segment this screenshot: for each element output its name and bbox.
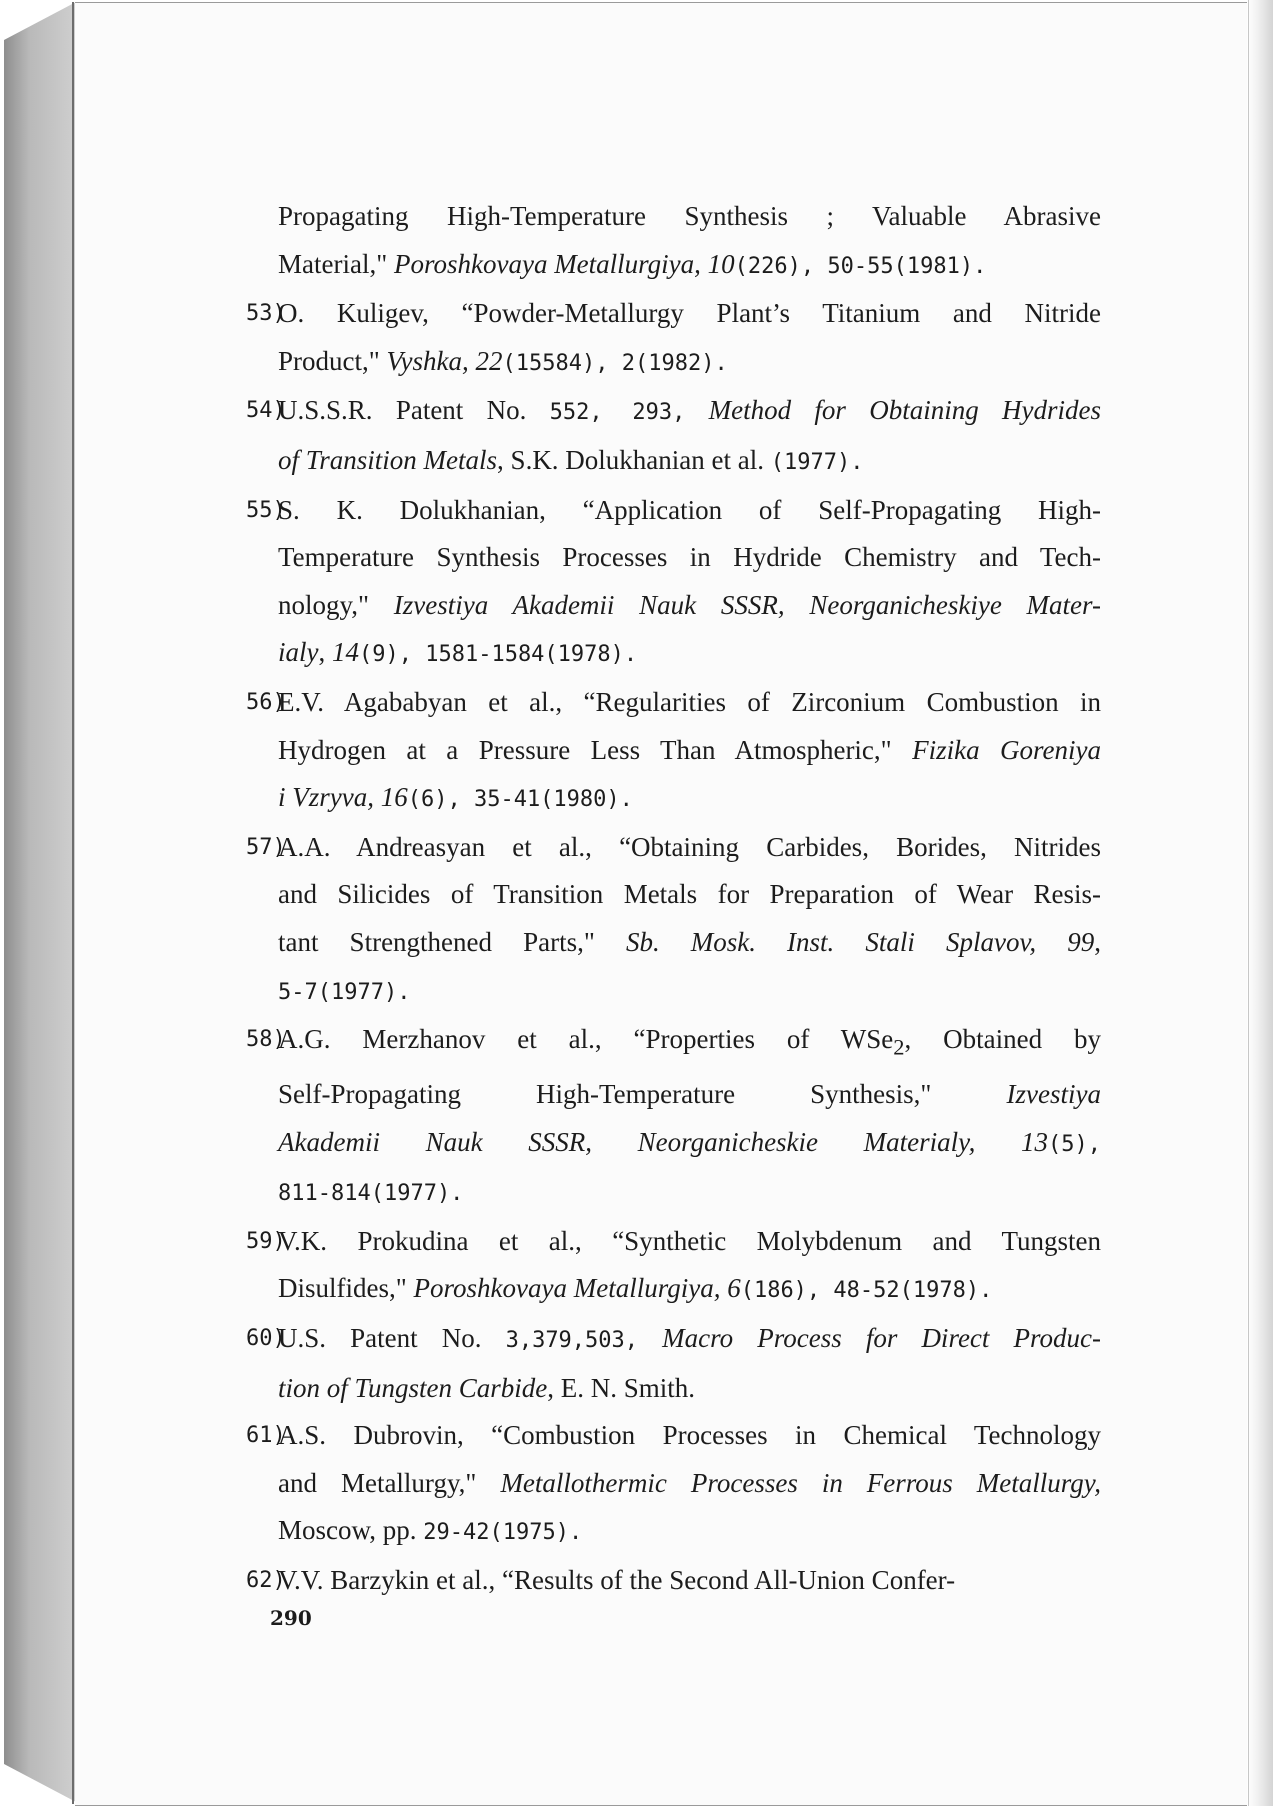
reference-57 <box>248 824 1101 1016</box>
reference-line <box>278 629 1101 679</box>
text-segment: A.S. Dubrovin, “Combustion Processes in Chemical Technology <box>278 1420 1101 1451</box>
reference-line <box>278 1265 1101 1315</box>
italic-text: tion of Tungsten Carbide <box>278 1372 548 1403</box>
reference-line <box>278 1016 1101 1071</box>
reference-number: 59) <box>246 1228 286 1254</box>
text-segment: Material," <box>278 248 394 279</box>
text-segment: (1977). <box>770 449 864 475</box>
page-number: 290 <box>270 1606 312 1630</box>
text-segment: (9), 1581-1584(1978). <box>359 642 638 668</box>
reference-line <box>278 967 1101 1017</box>
text-segment: , <box>318 637 332 668</box>
reference-line <box>278 1071 1101 1119</box>
reference-60 <box>248 1315 1101 1412</box>
reference-line <box>278 1168 1101 1218</box>
reference-continued <box>248 193 1101 290</box>
reference-58 <box>248 1016 1101 1218</box>
italic-text: Poroshkovaya Metallurgiya, 10 <box>393 248 735 279</box>
italic-text: of Transition Metals <box>278 444 498 475</box>
text-segment: S. K. Dolukhanian, “Application of Self-Propagating High- <box>278 494 1101 525</box>
italic-text: Akademii Nauk SSSR, Neorganicheskie Materialy, 13 <box>278 1126 1049 1157</box>
reference-line <box>278 1365 1101 1413</box>
reference-line <box>278 1557 1101 1605</box>
text-segment: Hydrogen at a Pressure Less Than Atmospheric," <box>278 734 913 765</box>
reference-59 <box>248 1218 1101 1315</box>
reference-line <box>278 241 1101 291</box>
reference-line <box>278 871 1101 919</box>
text-segment: U.S.S.R. Patent No. <box>278 395 550 426</box>
text-segment: 552, 293, <box>549 400 686 426</box>
reference-line <box>278 727 1101 775</box>
reference-line <box>278 1507 1101 1557</box>
italic-text: Izvestiya Akademii Nauk SSSR, Neorganicheskiye Mater- <box>393 589 1101 620</box>
italic-text: Metallothermic Processes in Ferrous Metallurgy, <box>500 1467 1101 1498</box>
text-segment: (5), <box>1048 1131 1101 1157</box>
reference-line <box>278 193 1101 241</box>
text-segment: 3,379,503, <box>505 1328 639 1354</box>
reference-line <box>278 437 1101 487</box>
text-segment: A.A. Andreasyan et al., “Obtaining Carbides, Borides, Nitrides <box>278 831 1101 862</box>
book-spine <box>4 2 76 1802</box>
reference-54 <box>248 387 1101 486</box>
reference-number: 61) <box>246 1423 286 1449</box>
text-segment: V.K. Prokudina et al., “Synthetic Molybdenum and Tungsten <box>278 1225 1101 1256</box>
text-segment: (15584), 2(1982). <box>502 350 728 376</box>
text-segment: Temperature Synthesis Processes in Hydride Chemistry and Tech- <box>278 542 1101 573</box>
text-segment: nology," <box>278 589 394 620</box>
text-segment: (6), 35-41(1980). <box>407 787 633 813</box>
text-segment: (186), 48-52(1978). <box>740 1278 993 1304</box>
italic-text: Poroshkovaya Metallurgiya, 6 <box>413 1273 741 1304</box>
reference-line <box>278 338 1101 388</box>
text-segment: Disulfides," <box>278 1273 414 1304</box>
reference-line <box>278 774 1101 824</box>
reference-line <box>278 1119 1101 1169</box>
reference-55 <box>248 487 1101 679</box>
italic-text: Method for Obtaining Hydrides <box>708 395 1101 426</box>
reference-line <box>278 487 1101 535</box>
reference-line <box>278 534 1101 582</box>
text-segment: Product," <box>278 345 387 376</box>
reference-list <box>248 193 1101 1605</box>
italic-text: Fizika Goreniya <box>912 734 1101 765</box>
text-segment: O. Kuligev, “Powder-Metallurgy Plant’s Titanium and Nitride <box>278 298 1101 329</box>
reference-line <box>278 582 1101 630</box>
text-segment: , <box>1094 926 1101 957</box>
reference-number: 54) <box>246 398 286 424</box>
text-segment: A.G. Merzhanov et al., “Properties of WSe <box>278 1024 894 1055</box>
text-segment: , E. N. Smith. <box>547 1372 696 1403</box>
text-segment: tant Strengthened Parts," <box>278 926 626 957</box>
reference-number: 60) <box>246 1326 286 1352</box>
text-segment: 5-7(1977). <box>278 979 411 1005</box>
reference-line <box>278 1315 1101 1365</box>
text-segment: and Metallurgy," <box>278 1467 501 1498</box>
text-segment: Propagating High-Temperature Synthesis ; Valuable Abrasive <box>278 201 1101 231</box>
italic-text: i Vzryva, 16 <box>278 782 408 813</box>
reference-62 <box>248 1557 1101 1605</box>
reference-56 <box>248 679 1101 824</box>
italic-text: 14 <box>332 637 359 668</box>
reference-line <box>278 1218 1101 1266</box>
italic-text: Izvestiya <box>1006 1079 1101 1110</box>
text-segment: Self-Propagating High-Temperature Synthesis," <box>278 1079 1007 1110</box>
reference-line <box>278 290 1101 338</box>
reference-number: 57) <box>246 834 286 860</box>
text-segment <box>638 1323 662 1353</box>
text-segment: E.V. Agababyan et al., “Regularities of Zirconium Combustion in <box>278 686 1101 717</box>
fore-edge-divider <box>1248 0 1249 1806</box>
text-segment: U.S. Patent No. <box>278 1323 506 1354</box>
reference-line <box>278 1412 1101 1460</box>
text-segment: and Silicides of Transition Metals for Preparation of Wear Resis- <box>278 879 1101 910</box>
reference-number: 55) <box>246 497 286 523</box>
reference-number: 58) <box>246 1027 286 1053</box>
italic-text: Macro Process for Direct Produc- <box>662 1323 1101 1354</box>
reference-line <box>278 387 1101 437</box>
reference-number: 53) <box>246 301 286 327</box>
text-segment <box>685 395 708 425</box>
text-segment: 2 <box>893 1034 905 1060</box>
spine-edge <box>72 2 74 1804</box>
reference-line <box>278 824 1101 872</box>
text-segment: 811-814(1977). <box>278 1181 464 1207</box>
text-segment: Moscow, pp. <box>278 1515 424 1546</box>
reference-number: 62) <box>246 1568 286 1594</box>
reference-number: 56) <box>246 689 286 715</box>
italic-text: ialy <box>278 637 319 668</box>
text-segment: , Obtained by <box>904 1024 1101 1055</box>
italic-text: Sb. Mosk. Inst. Stali Splavov, 99 <box>625 926 1095 957</box>
text-segment: 29-42(1975). <box>423 1520 583 1546</box>
page-fore-edge <box>1247 0 1273 1806</box>
text-segment: , S.K. Dolukhanian et al. <box>497 444 771 475</box>
reference-line <box>278 919 1101 967</box>
reference-53 <box>248 290 1101 387</box>
reference-line <box>278 1460 1101 1508</box>
reference-61 <box>248 1412 1101 1557</box>
italic-text: Vyshka, 22 <box>386 345 503 376</box>
text-segment: (226), 50-55(1981). <box>734 253 987 279</box>
reference-line <box>278 679 1101 727</box>
text-segment: V.V. Barzykin et al., “Results of the Second All-Union Confer- <box>278 1565 956 1596</box>
